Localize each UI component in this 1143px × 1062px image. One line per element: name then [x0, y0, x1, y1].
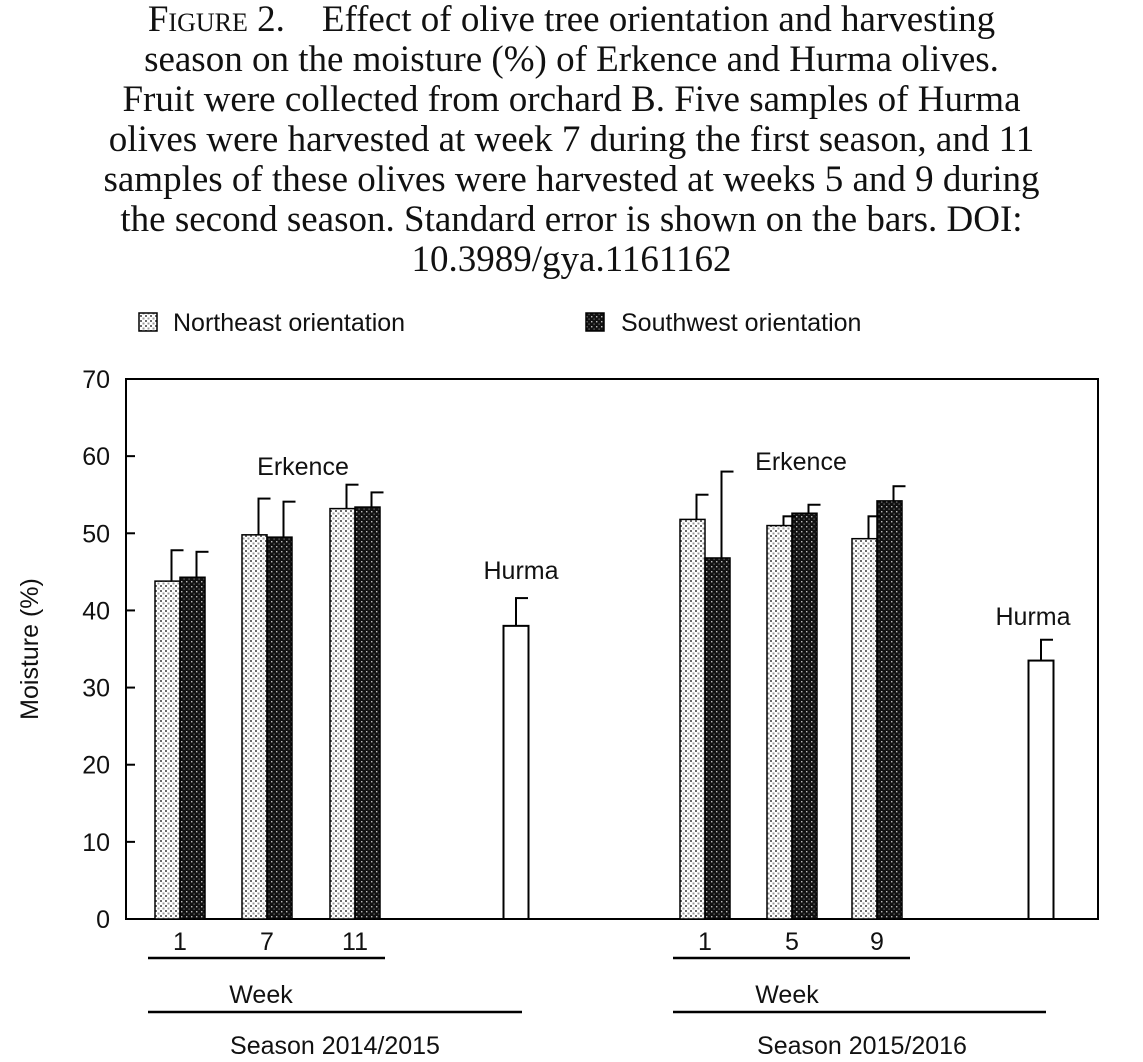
y-tick-label: 30: [82, 674, 110, 703]
bar-southwest: [705, 558, 730, 919]
bar-northeast: [680, 519, 705, 919]
week-tick-label: 7: [260, 928, 274, 956]
caption-line: season on the moisture (%) of Erkence and Hurma olives.: [144, 39, 999, 80]
caption-line: Fruit were collected from orchard B. Five samples of Hurma: [122, 79, 1021, 120]
hurma-label: Hurma: [483, 557, 559, 585]
bar-southwest: [180, 577, 205, 919]
bar-northeast: [155, 581, 180, 919]
caption-line: samples of these olives were harvested at weeks 5 and 9 during: [103, 159, 1040, 200]
y-tick-label: 20: [82, 751, 110, 780]
week-tick-label: 1: [173, 928, 187, 956]
bar-northeast: [852, 539, 877, 919]
caption-line: the second season. Standard error is shown on the bars. DOI:: [120, 199, 1023, 240]
caption-line: olives were harvested at week 7 during the first season, and 11: [108, 119, 1035, 160]
bar-northeast: [767, 526, 792, 919]
legend-swatch-northeast: [139, 313, 157, 331]
x-axis-groups: [148, 928, 1046, 1060]
figure-label: Figure 2.: [147, 0, 285, 40]
legend-label-southwest: Southwest orientation: [621, 309, 862, 337]
bar-hurma: [504, 626, 529, 919]
y-tick-label: 50: [82, 520, 110, 549]
y-tick-label: 0: [96, 906, 110, 934]
y-tick-label: 10: [82, 828, 110, 857]
y-tick-label: 60: [82, 443, 110, 472]
season-label: Season 2015/2016: [757, 1032, 967, 1060]
bar-southwest: [792, 513, 817, 919]
data-bars: [155, 501, 1054, 919]
bar-southwest: [877, 501, 902, 919]
bar-southwest: [267, 537, 292, 919]
bar-northeast: [242, 535, 267, 919]
week-tick-label: 5: [785, 928, 799, 956]
erkence-label: Erkence: [257, 453, 349, 481]
week-tick-label: 11: [342, 928, 368, 956]
y-axis-label: Moisture (%): [16, 578, 44, 720]
erkence-label: Erkence: [755, 448, 847, 476]
bar-northeast: [330, 509, 355, 919]
week-tick-label: 9: [870, 928, 884, 956]
legend-label-northeast: Northeast orientation: [173, 309, 406, 337]
hurma-label: Hurma: [995, 603, 1071, 631]
caption-line: 10.3989/gya.1161162: [411, 239, 732, 280]
error-bars: [171, 472, 1054, 661]
y-tick-label: 40: [82, 597, 110, 626]
bar-southwest: [355, 507, 380, 919]
week-label: Week: [229, 981, 293, 1009]
week-label: Week: [755, 981, 819, 1009]
week-tick-label: 1: [698, 928, 712, 956]
bar-hurma: [1029, 661, 1054, 919]
y-axis-ticks: [82, 366, 135, 934]
legend-swatch-southwest: [586, 313, 604, 331]
caption-text: Effect of olive tree orientation and harvesting: [321, 0, 996, 40]
legend: [139, 309, 861, 337]
season-label: Season 2014/2015: [230, 1032, 440, 1060]
y-tick-label: 70: [82, 366, 110, 394]
